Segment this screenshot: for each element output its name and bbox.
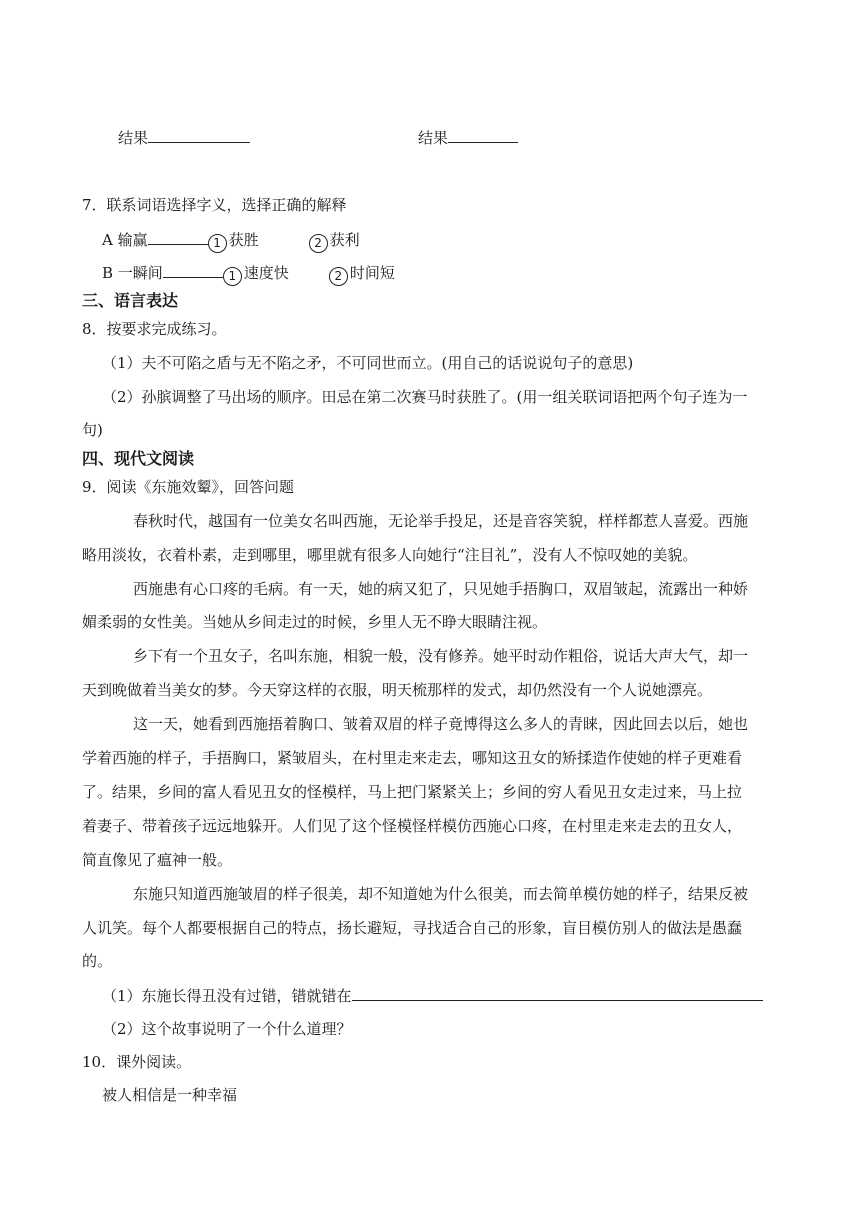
q7-a-option1: 获胜 (228, 231, 259, 249)
q9-paragraph-2: 媚柔弱的女性美。当她从乡间走过的时候，乡里人无不睁大眼睛注视。 (82, 613, 548, 631)
q7-b-blank[interactable] (163, 262, 223, 278)
result-left-label: 结果 (118, 129, 149, 147)
q7-b-option1: 速度快 (243, 264, 289, 282)
q8-sub2-line2: 句) (82, 421, 103, 439)
q10-title: 10．课外阅读。 (82, 1053, 192, 1071)
circled-number-1: 1 (208, 234, 227, 253)
q7-b-label: B 一瞬间 (102, 264, 163, 282)
q9-sub2: （2）这个故事说明了一个什么道理？ (102, 1020, 352, 1038)
result-left-blank[interactable] (148, 127, 250, 143)
result-left (118, 127, 250, 148)
q9-paragraph-4: 学着西施的样子，手捂胸口，紧皱眉头，在村里走来走去，哪知这丑女的矫揉造作使她的样子更难看 (82, 749, 743, 767)
result-right (418, 127, 518, 148)
q7-a-blank[interactable] (148, 229, 208, 245)
q9-sub1-blank[interactable] (352, 985, 763, 1001)
q9-paragraph-3: 天到晚做着当美女的梦。今天穿这样的衣服，明天梳那样的发式，却仍然没有一个人说她漂亮。 (82, 681, 713, 699)
q8-title: 8．按要求完成练习。 (82, 320, 227, 338)
q7-a-label: A 输赢 (102, 231, 148, 249)
section-heading-3: 三、语言表达 (82, 291, 179, 310)
q10-passage-title: 被人相信是一种幸福 (102, 1086, 238, 1104)
q9-paragraph-4: 简直像见了瘟神一般。 (82, 851, 233, 869)
q9-sub1 (102, 985, 763, 1006)
q9-paragraph-5: 东施只知道西施皱眉的样子很美，却不知道她为什么很美，而去简单模仿她的样子，结果反被 (133, 885, 749, 903)
q9-paragraph-2: 西施患有心口疼的毛病。有一天，她的病又犯了，只见她手捂胸口，双眉皱起，流露出一种娇 (133, 580, 749, 598)
q9-paragraph-1: 春秋时代，越国有一位美女名叫西施，无论举手投足，还是音容笑貌，样样都惹人喜爱。西施 (133, 512, 749, 530)
result-right-label: 结果 (418, 129, 449, 147)
q9-paragraph-4: 了。结果，乡间的富人看见丑女的怪模样，马上把门紧紧关上；乡间的穷人看见丑女走过来，马上拉 (82, 783, 743, 801)
q7-a-option2: 获利 (329, 231, 360, 249)
result-right-blank[interactable] (448, 127, 518, 143)
q7-item-b (102, 262, 395, 286)
q9-sub1-text: （1）东施长得丑没有过错，错就错在 (102, 987, 352, 1005)
section-heading-4: 四、现代文阅读 (82, 449, 195, 468)
q8-sub2-line1: （2）孙膑调整了马出场的顺序。田忌在第二次赛马时获胜了。(用一组关联词语把两个句子连为一 (102, 388, 748, 406)
q9-title: 9．阅读《东施效颦》，回答问题 (82, 478, 295, 496)
q9-paragraph-4: 着妻子、带着孩子远远地躲开。人们见了这个怪模怪样模仿西施心口疼，在村里走来走去的丑女人， (82, 817, 743, 835)
q9-paragraph-5: 人讥笑。每个人都要根据自己的特点，扬长避短，寻找适合自己的形象，盲目模仿别人的做法是愚蠢 (82, 919, 743, 937)
q7-item-a (102, 229, 360, 253)
q9-paragraph-3: 乡下有一个丑女子，名叫东施，相貌一般，没有修养。她平时动作粗俗，说话大声大气，却一 (133, 647, 749, 665)
q7-b-option2: 时间短 (349, 264, 395, 282)
q7-title: 7．联系词语选择字义，选择正确的解释 (82, 196, 347, 214)
circled-number-2: 2 (309, 234, 328, 253)
q8-sub1: （1）夫不可陷之盾与无不陷之矛，不可同世而立。(用自己的话说说句子的意思) (102, 354, 634, 372)
circled-number-2: 2 (329, 267, 348, 286)
q9-paragraph-1: 略用淡妆，衣着朴素，走到哪里，哪里就有很多人向她行“注目礼”，没有人不惊叹她的美貌。 (82, 546, 698, 564)
q9-paragraph-4: 这一天，她看到西施捂着胸口、皱着双眉的样子竟博得这么多人的青睐，因此回去以后，她也 (133, 715, 749, 733)
q9-paragraph-5: 的。 (82, 952, 113, 970)
circled-number-1: 1 (223, 267, 242, 286)
